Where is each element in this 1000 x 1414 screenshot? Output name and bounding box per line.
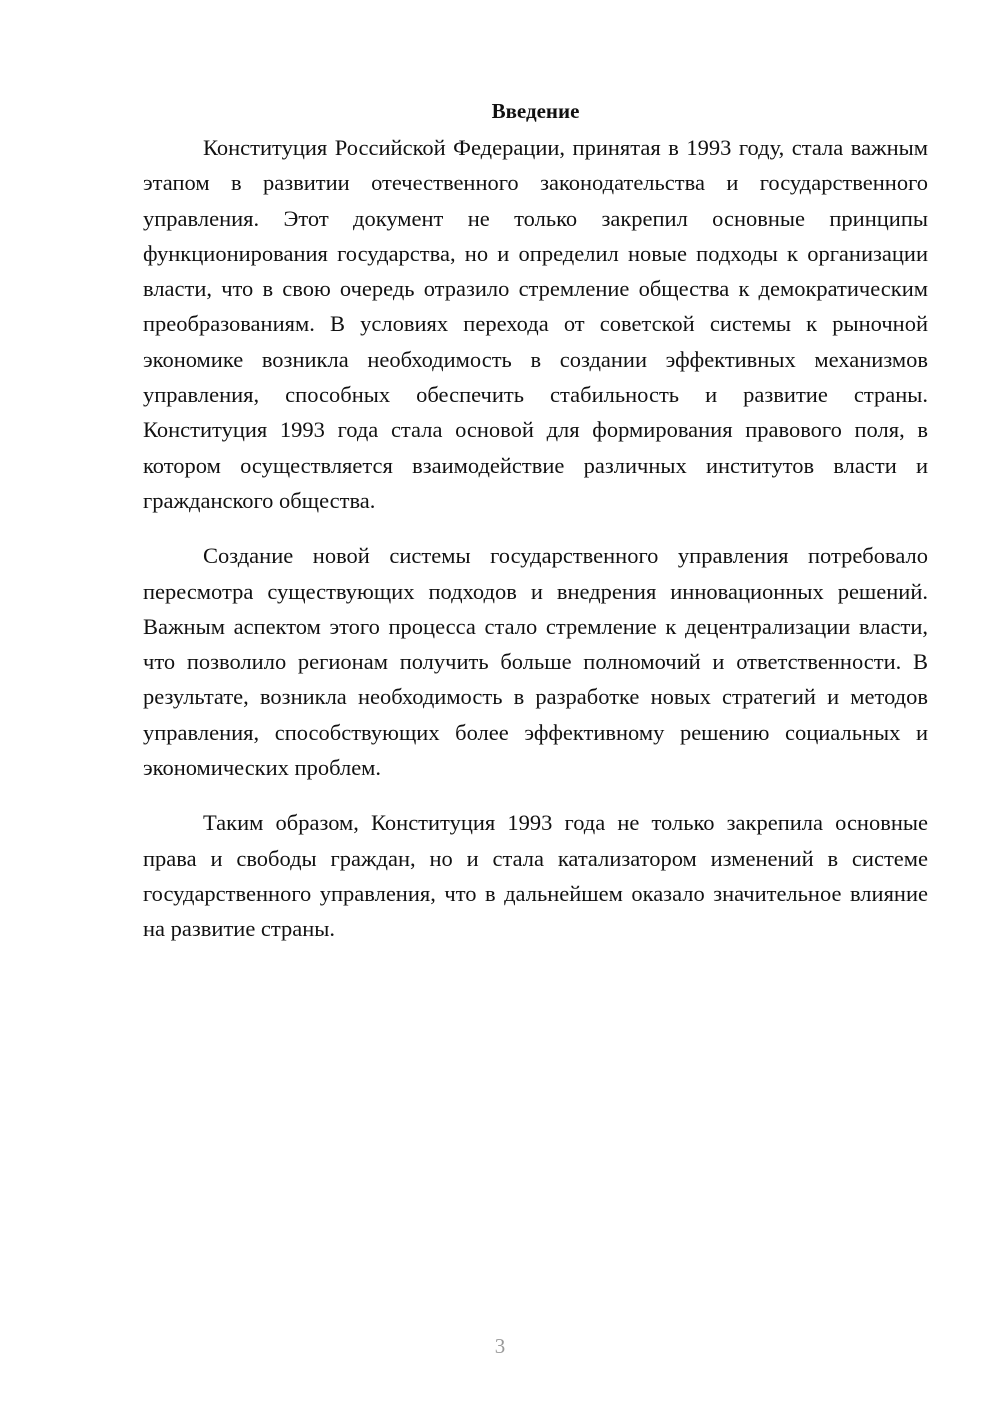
page-number: 3 (494, 1334, 506, 1358)
page-content (143, 96, 928, 967)
paragraph-2: Создание новой системы государственного управления потребовало пересмотра существующих подходов и внедрения инновационных решений. Важным аспектом этого процесса стало стремление к децентрализации власти, что позволило регионам получить больше полномочий и ответственности. В результате, возникла необходимость в разработке новых стратегий и методов управления, способствующих более эффективному решению социальных и экономических проблем. (143, 543, 928, 781)
paragraph-3: Таким образом, Конституция 1993 года не только закрепила основные права и свободы граждан, но и стала катализатором изменений в системе государственного управления, что в дальнейшем оказало значительное влияние на развитие страны. (143, 810, 928, 942)
paragraph-1: Конституция Российской Федерации, принятая в 1993 году, стала важным этапом в развитии отечественного законодательства и государственного управления. Этот документ не только закрепил основные принципы функционирования государства, но и определил новые подходы к организации власти, что в свою очередь отразило стремление общества к демократическим преобразованиям. В условиях перехода от советской системы к рыночной экономике возникла необходимость в создании эффективных механизмов управления, способных обеспечить стабильность и развитие страны. Конституция 1993 года стала основой для формирования правового поля, в котором осуществляется взаимодействие различных институтов власти и гражданского общества. (143, 135, 928, 513)
section-title: Введение (491, 99, 580, 123)
